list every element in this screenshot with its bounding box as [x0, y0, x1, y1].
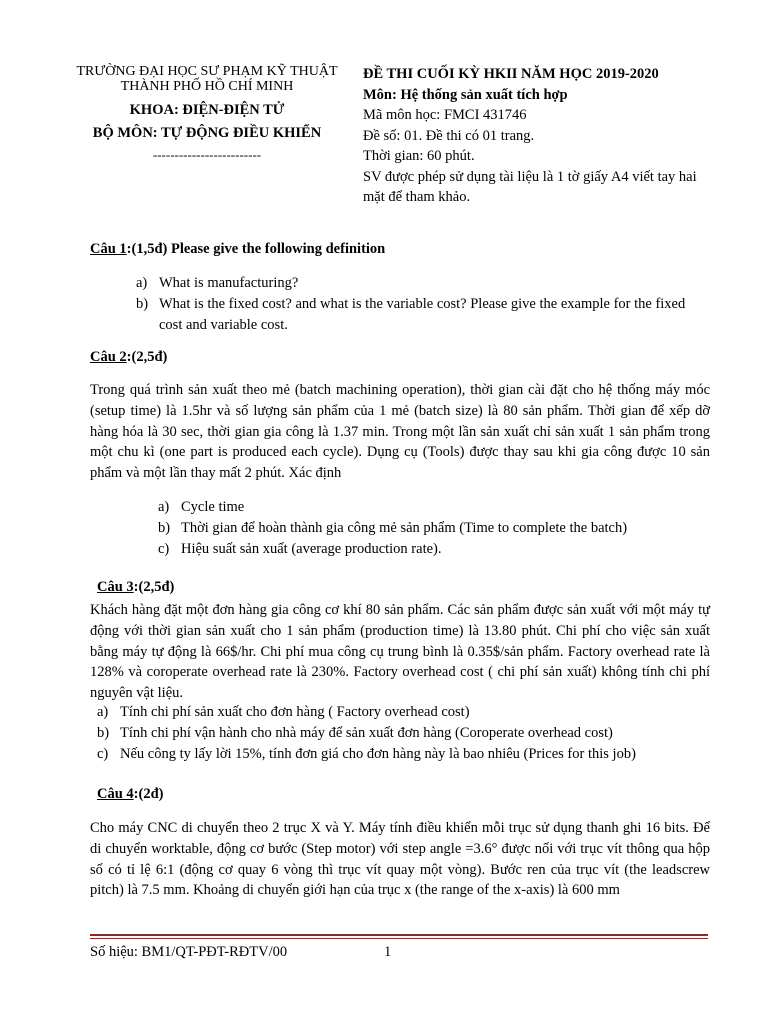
item-marker: a)	[158, 499, 170, 515]
question-4-title-text: :(2đ)	[133, 786, 164, 802]
item-marker: c)	[97, 746, 109, 762]
item-text: Tính chi phí vận hành cho nhà máy để sản xuất đơn hàng (Coroperate overhead cost)	[120, 725, 613, 741]
item-text: Hiệu suất sản xuất (average production rate).	[181, 541, 442, 557]
item-marker: b)	[97, 725, 110, 741]
question-4-paragraph: Cho máy CNC di chuyển theo 2 trục X và Y. Máy tính điều khiển mỗi trục sử dụng thanh ghi 16 bits. Để di chuyển worktable, động cơ bước (Step motor) với step angle =3.6° được nối với trục vít thông qua hộp số có tỉ lệ 6:1 (động cơ quay 6 vòng thì trục vít quay một vòng). Bước ren của trục vít (the leadscrew pitch) là 7.5 mm. Khoảng di chuyển giới hạn của trục x (the range of the x-axis) là 600 mm	[90, 820, 710, 899]
exam-title: ĐỀ THI CUỐI KỲ HKII NĂM HỌC 2019-2020	[363, 66, 659, 82]
item-text: Tính chi phí sản xuất cho đơn hàng ( Factory overhead cost)	[120, 704, 470, 720]
footer-rule-thick	[90, 934, 708, 936]
item-text: Thời gian để hoàn thành gia công mẻ sản phẩm (Time to complete the batch)	[181, 520, 628, 536]
exam-duration: Thời gian: 60 phút.	[363, 148, 475, 164]
exam-number: Đề số: 01. Đề thi có 01 trang.	[363, 127, 535, 144]
item-marker: b)	[136, 296, 149, 312]
question-1-item-b	[136, 294, 716, 336]
question-3-paragraph: Khách hàng đặt một đơn hàng gia công cơ khí 80 sản phẩm. Các sản phẩm được sản xuất với một máy tự động với thời gian sản xuất cho 1 sản phẩm (production time) là 13.80 phút. Chi phí cho việc sản xuất bằng máy tự động là 66$/hr. Chi phí mua công cụ trung bình là 0.35$/sản phẩm. Factory overhead rate là 128% và coroperate overhead rate là 230%. Factory overhead cost ( chi phí sản xuất) không tính chi phí nguyên vật liệu.	[90, 602, 710, 702]
question-2-paragraph: Trong quá trình sản xuất theo mẻ (batch machining operation), thời gian cài đặt cho hệ thống máy móc (setup time) là 1.5hr và số lượng sản phẩm của 1 mẻ (batch size) là 80 sản phẩm. Thời gian để xếp dỡ hàng hóa là 30 sec, thời gian gia công là 1.37 min. Trong một lần sản xuất chỉ sản xuất 1 sản phẩm trong một chu kì (one part is produced each cycle). Dụng cụ (Tools) được thay sau khi gia công được 10 sản phẩm và một lần thay mất 2 phút. Xác định	[90, 382, 710, 482]
question-3-title	[97, 579, 174, 596]
faculty-name: KHOA: ĐIỆN-ĐIỆN TỬ	[129, 102, 285, 118]
item-text: Cycle time	[181, 499, 245, 515]
course-code: Mã môn học: FMCI 431746	[363, 107, 527, 123]
footer-rule-thin	[90, 938, 708, 939]
subject-name: Môn: Hệ thống sản xuất tích hợp	[363, 86, 568, 103]
item-marker: c)	[158, 541, 170, 557]
department-name: BỘ MÔN: TỰ ĐỘNG ĐIỀU KHIỂN	[92, 125, 322, 141]
item-text-continued: cost and variable cost.	[159, 317, 288, 333]
item-marker: a)	[97, 704, 109, 720]
question-1-title-text: :(1,5đ) Please give the following definition	[126, 241, 386, 257]
header-divider: -------------------------	[152, 147, 262, 162]
question-2-title-text: :(2,5đ)	[126, 349, 168, 365]
materials-note-line2: mặt để tham khảo.	[363, 189, 471, 205]
question-3-label: Câu 3	[97, 579, 134, 595]
question-4-label: Câu 4	[97, 786, 134, 802]
item-text: What is manufacturing?	[159, 275, 299, 291]
document-code: Số hiệu: BM1/QT-PĐT-RĐTV/00	[90, 944, 288, 960]
materials-note-line1: SV được phép sử dụng tài liệu là 1 tờ giấy A4 viết tay hai	[363, 168, 697, 185]
school-name-line1: TRƯỜNG ĐẠI HỌC SƯ PHẠM KỸ THUẬT	[76, 64, 338, 79]
question-1-title	[90, 241, 385, 258]
question-3-title-text: :(2,5đ)	[133, 579, 175, 595]
item-marker: a)	[136, 275, 148, 291]
header-left	[62, 64, 352, 162]
school-name-line2: THÀNH PHỐ HỒ CHÍ MINH	[120, 79, 294, 94]
item-text: What is the fixed cost? and what is the variable cost? Please give the example for the fixed	[159, 296, 686, 312]
question-4-title	[97, 786, 163, 803]
question-2-title	[90, 349, 167, 366]
question-2-label: Câu 2	[90, 349, 127, 365]
item-text: Nếu công ty lấy lời 15%, tính đơn giá cho đơn hàng này là bao nhiêu (Prices for this job)	[120, 746, 636, 762]
item-marker: b)	[158, 520, 171, 536]
question-1-label: Câu 1	[90, 241, 127, 257]
header-right	[363, 64, 723, 208]
page-number: 1	[384, 944, 392, 960]
